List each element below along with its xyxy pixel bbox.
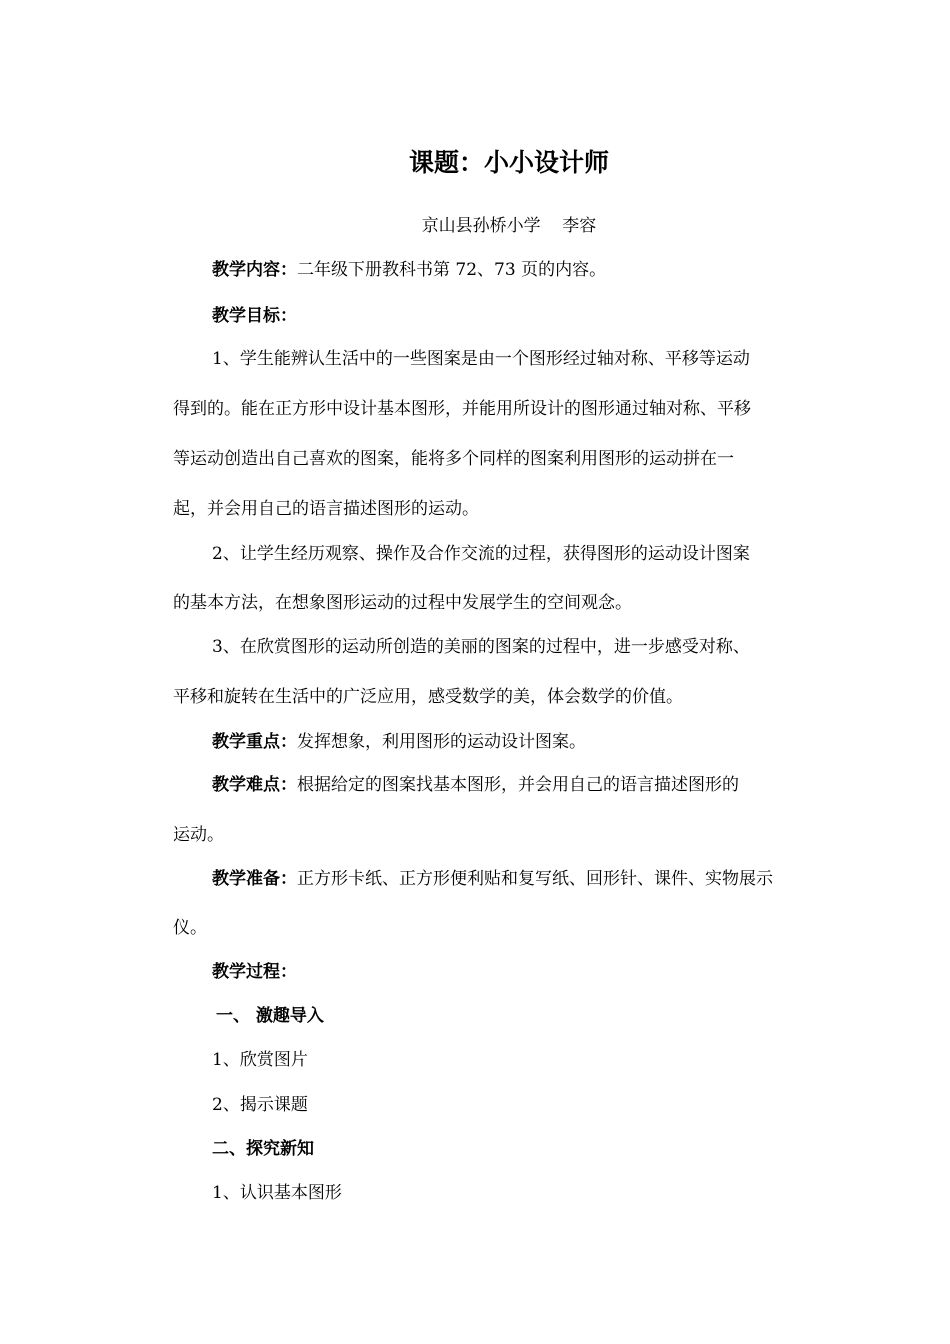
section-2-heading: 二、探究新知: [212, 1139, 314, 1159]
preparation-text-2: 仪。: [173, 918, 207, 938]
goal-3-line-2: 平移和旋转在生活中的广泛应用，感受数学的美，体会数学的价值。: [173, 687, 683, 707]
teaching-content-text: 二年级下册教科书第 72、73 页的内容。: [297, 260, 607, 280]
teaching-content: [212, 257, 606, 283]
process-label: 教学过程：: [212, 962, 297, 982]
key-point-text: 发挥想象，利用图形的运动设计图案。: [297, 732, 586, 752]
preparation-label: 教学准备：: [212, 869, 297, 889]
goal-1-line-3: 等运动创造出自己喜欢的图案，能将多个同样的图案利用图形的运动拼在一: [173, 449, 734, 469]
goal-2-line-2: 的基本方法，在想象图形运动的过程中发展学生的空间观念。: [173, 593, 632, 613]
goal-1-line-4: 起，并会用自己的语言描述图形的运动。: [173, 499, 479, 519]
preparation-text-1: 正方形卡纸、正方形便利贴和复写纸、回形针、课件、实物展示: [297, 869, 773, 889]
difficulty-text-1: 根据给定的图案找基本图形，并会用自己的语言描述图形的: [297, 775, 739, 795]
document-title: 课题：小小设计师: [408, 148, 609, 177]
author-line: 京山县孙桥小学 李容: [421, 216, 597, 236]
goal-1-line-2: 得到的。能在正方形中设计基本图形，并能用所设计的图形通过轴对称、平移: [173, 399, 751, 419]
key-point-label: 教学重点：: [212, 732, 297, 752]
difficulty-text-2: 运动。: [173, 825, 224, 845]
difficulty: [212, 772, 739, 798]
section-1-heading: 一、 激趣导入: [216, 1006, 324, 1026]
preparation: [212, 866, 773, 892]
section-1-item-2: 2、揭示课题: [212, 1095, 308, 1115]
difficulty-label: 教学难点：: [212, 775, 297, 795]
section-1-item-1: 1、欣赏图片: [212, 1050, 308, 1070]
section-2-item-1: 1、认识基本图形: [212, 1183, 342, 1203]
key-point: [212, 729, 586, 755]
goal-2-line-1: 2、让学生经历观察、操作及合作交流的过程，获得图形的运动设计图案: [212, 544, 750, 564]
teaching-goals-label: 教学目标：: [212, 306, 297, 326]
goal-1-line-1: 1、学生能辨认生活中的一些图案是由一个图形经过轴对称、平移等运动: [212, 349, 750, 369]
teaching-content-label: 教学内容：: [212, 260, 297, 280]
goal-3-line-1: 3、在欣赏图形的运动所创造的美丽的图案的过程中，进一步感受对称、: [212, 637, 750, 657]
